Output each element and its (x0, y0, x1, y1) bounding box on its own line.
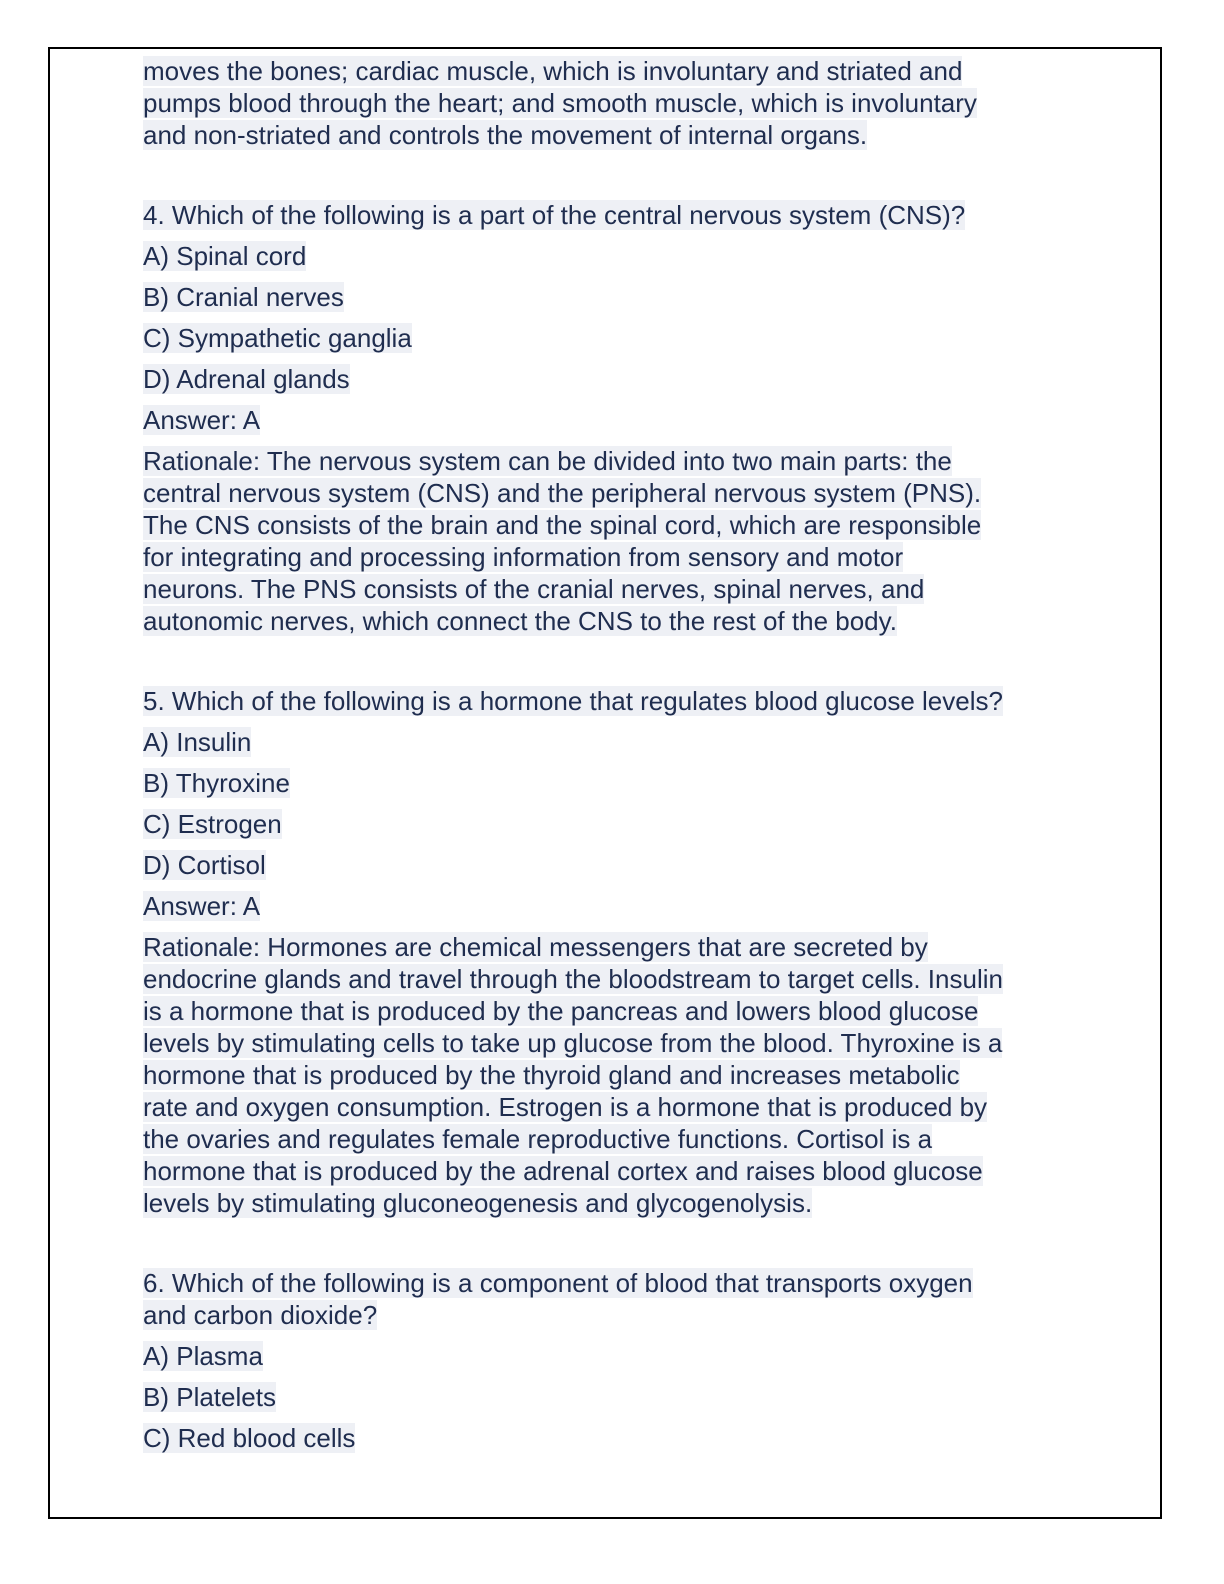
intro-line: and non-striated and controls the movement of internal organs. (143, 120, 868, 150)
question-line: and carbon dioxide? (143, 1300, 378, 1330)
rationale-line: The CNS consists of the brain and the spinal cord, which are responsible (143, 510, 982, 540)
option-c: C) Estrogen (143, 809, 282, 839)
option-b: B) Cranial nerves (143, 282, 344, 312)
answer-line: Answer: A (143, 891, 261, 921)
rationale-line: Rationale: Hormones are chemical messengers that are secreted by (143, 932, 928, 962)
rationale-line: is a hormone that is produced by the pancreas and lowers blood glucose (143, 996, 979, 1026)
question-line: 6. Which of the following is a component of blood that transports oxygen (143, 1268, 973, 1298)
question-line: 5. Which of the following is a hormone that regulates blood glucose levels? (143, 686, 1003, 716)
rationale-line: autonomic nerves, which connect the CNS to the rest of the body. (143, 606, 897, 636)
rationale-line: the ovaries and regulates female reproductive functions. Cortisol is a (143, 1124, 933, 1154)
rationale-line: levels by stimulating gluconeogenesis and glycogenolysis. (143, 1188, 813, 1218)
rationale-line: endocrine glands and travel through the bloodstream to target cells. Insulin (143, 964, 1003, 994)
rationale-line: for integrating and processing information from sensory and motor (143, 542, 904, 572)
option-a: A) Plasma (143, 1341, 263, 1371)
question-line: 4. Which of the following is a part of the central nervous system (CNS)? (143, 200, 966, 230)
question-text (143, 199, 1073, 231)
rationale-line: hormone that is produced by the thyroid gland and increases metabolic (143, 1060, 960, 1090)
rationale-line: central nervous system (CNS) and the peripheral nervous system (PNS). (143, 478, 982, 508)
question-block-5 (143, 685, 1073, 1219)
option-c: C) Red blood cells (143, 1423, 356, 1453)
rationale-line: Rationale: The nervous system can be divided into two main parts: the (143, 446, 952, 476)
intro-line: moves the bones; cardiac muscle, which is involuntary and striated and (143, 56, 963, 86)
question-text (143, 685, 1073, 717)
option-a: A) Spinal cord (143, 241, 307, 271)
question-block-4 (143, 199, 1073, 637)
option-b: B) Thyroxine (143, 768, 290, 798)
document-body (143, 55, 1073, 1454)
rationale-paragraph (143, 931, 1073, 1219)
rationale-line: hormone that is produced by the adrenal cortex and raises blood glucose (143, 1156, 983, 1186)
option-d: D) Adrenal glands (143, 364, 350, 394)
rationale-line: rate and oxygen consumption. Estrogen is a hormone that is produced by (143, 1092, 988, 1122)
rationale-paragraph (143, 445, 1073, 637)
question-text (143, 1267, 1073, 1331)
intro-line: pumps blood through the heart; and smooth muscle, which is involuntary (143, 88, 977, 118)
rationale-line: levels by stimulating cells to take up glucose from the blood. Thyroxine is a (143, 1028, 1003, 1058)
answer-line: Answer: A (143, 405, 261, 435)
option-a: A) Insulin (143, 727, 252, 757)
question-block-6 (143, 1267, 1073, 1454)
option-d: D) Cortisol (143, 850, 266, 880)
rationale-line: neurons. The PNS consists of the cranial nerves, spinal nerves, and (143, 574, 925, 604)
option-c: C) Sympathetic ganglia (143, 323, 412, 353)
option-b: B) Platelets (143, 1382, 276, 1412)
intro-paragraph (143, 55, 1073, 151)
